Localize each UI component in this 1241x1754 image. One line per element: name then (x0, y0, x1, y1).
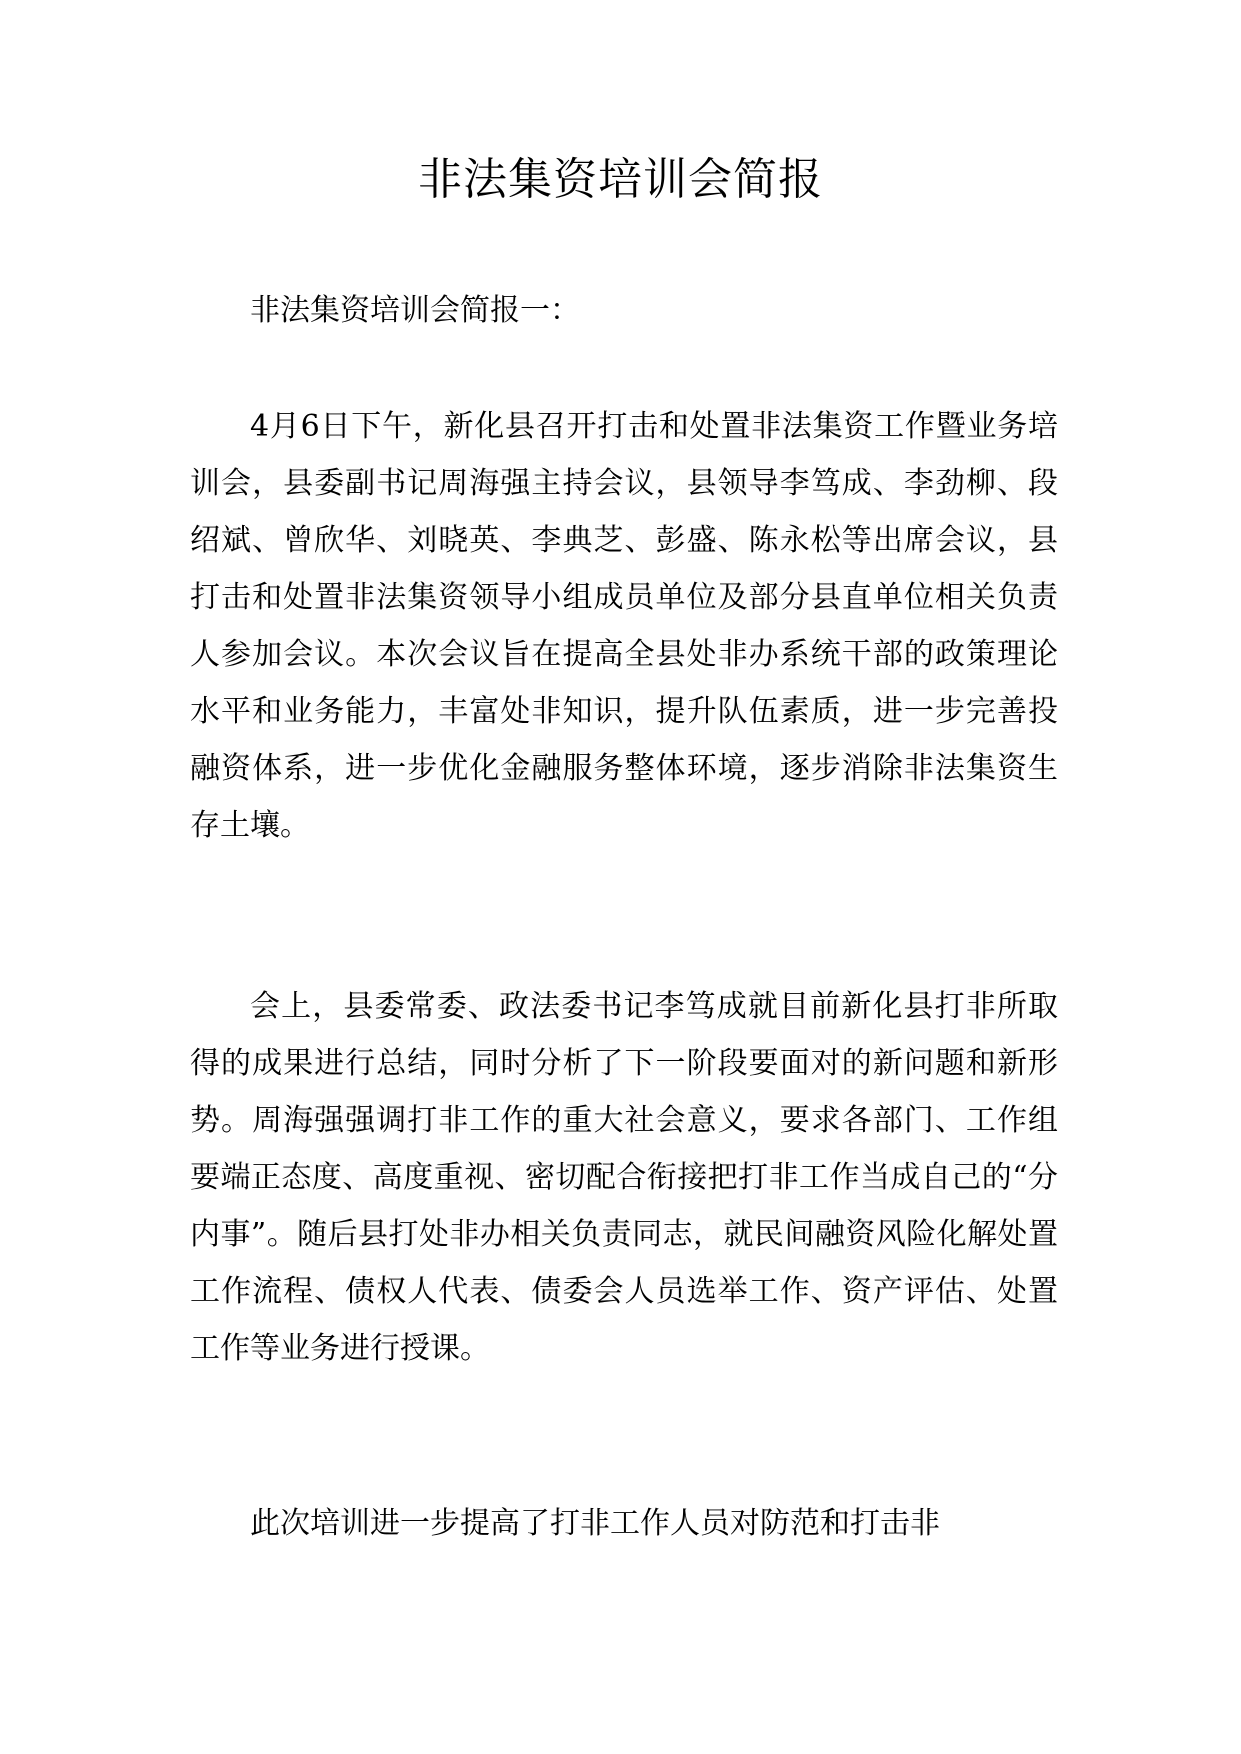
paragraph-3: 此次培训进一步提高了打非工作人员对防范和打击非 (250, 1506, 940, 1541)
paragraph-1: 4月6日下午，新化县召开打击和处置非法集资工作暨业务培训会，县委副书记周海强主持会议，县领导李笃成、李劲柳、段绍斌、曾欣华、刘晓英、李典芝、彭盛、陈永松等出席会议，县打击和处置非法集资领导小组成员单位及部分县直单位相关负责人参加会议。本次会议旨在提高全县处非办系统干部的政策理论水平和业务能力，丰富处非知识，提升队伍素质，进一步完善投融资体系，进一步优化金融服务整体环境，逐步消除非法集资生存土壤。 (190, 409, 1058, 843)
paragraph-2: 会上，县委常委、政法委书记李笃成就目前新化县打非所取得的成果进行总结，同时分析了下一阶段要面对的新问题和新形势。周海强强调打非工作的重大社会意义，要求各部门、工作组要端正态度、高度重视、密切配合衔接把打非工作当成自己的“分内事”。随后县打处非办相关负责同志，就民间融资风险化解处置工作流程、债权人代表、债委会人员选举工作、资产评估、处置工作等业务进行授课。 (190, 989, 1058, 1366)
document-title: 非法集资培训会简报 (418, 154, 823, 205)
section-heading: 非法集资培训会简报一： (250, 293, 580, 328)
